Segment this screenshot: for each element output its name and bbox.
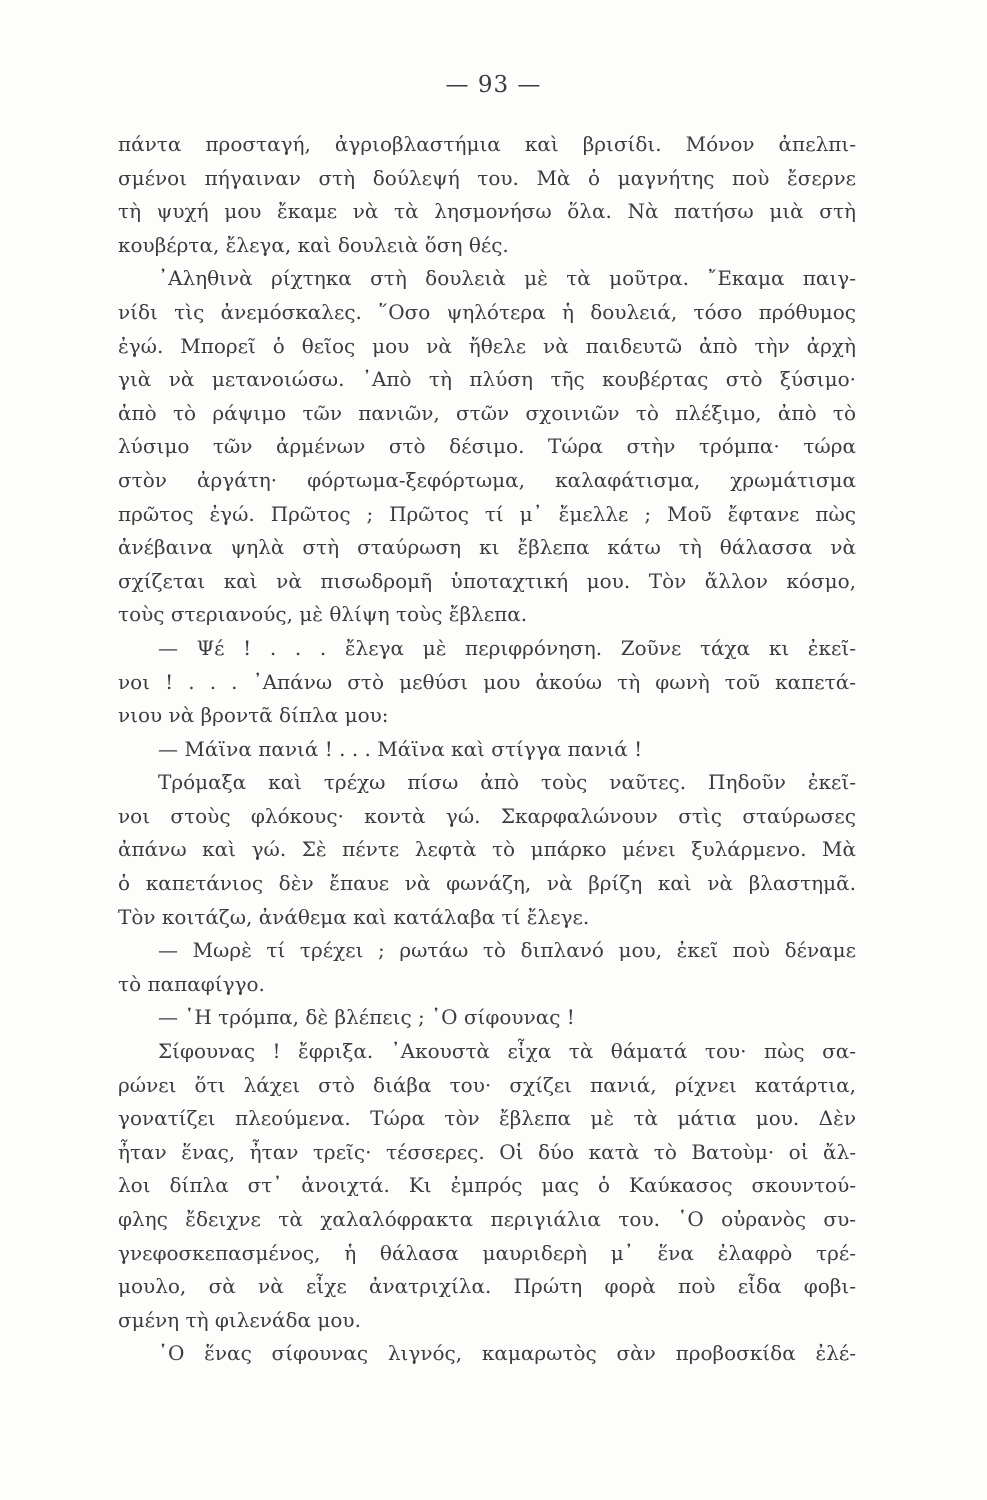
text-line: σμένη τὴ φιλενάδα μου.	[118, 1307, 361, 1332]
text-line: ἐγώ. Μπορεῖ ὁ θεῖος μου νὰ ἤθελε νὰ παιδευτῶ ἀπὸ τὴν ἀρχὴ	[118, 333, 856, 358]
text-line: λύσιμο τῶν ἀρμένων στὸ δέσιμο. Τώρα στὴν τρόμπα· τώρα	[118, 434, 856, 459]
text-line: — ῾Η τρόμπα, δὲ βλέπεις ; ῾Ο σίφουνας !	[158, 1005, 575, 1030]
text-line: πάντα προσταγή, ἀγριοβλαστήμια καὶ βρισίδι. Μόνον ἀπελπι-	[118, 132, 856, 156]
text-line: Σίφουνας ! ἔφριξα. ᾿Ακουστὰ εἶχα τὰ θάματά του· πὼς σα-	[158, 1039, 856, 1064]
page-number: — 93 —	[445, 72, 542, 98]
text-line: γονατίζει πλεούμενα. Τώρα τὸν ἔβλεπα μὲ τὰ μάτια μου. Δὲν	[118, 1106, 856, 1131]
text-line: στὸν ἀργάτη· φόρτωμα-ξεφόρτωμα, καλαφάτισμα, χρωμάτισμα	[118, 467, 856, 492]
text-line: τὸ παπαφίγγο.	[118, 971, 265, 996]
text-line: — Ψέ ! . . . ἔλεγα μὲ περιφρόνηση. Ζοῦνε τάχα κι ἐκεῖ-	[158, 635, 856, 660]
text-line: ῾Ο ἕνας σίφουνας λιγνός, καμαρωτὸς σὰν προβοσκίδα ἐλέ-	[158, 1341, 856, 1366]
text-line: ἦταν ἕνας, ἦταν τρεῖς· τέσσερες. Οἱ δύο κατὰ τὸ Βατοὺμ· οἱ ἄλ-	[118, 1139, 856, 1164]
text-line: ρώνει ὅτι λάχει στὸ διάβα του· σχίζει πανιά, ρίχνει κατάρτια,	[118, 1072, 856, 1097]
text-line: φλης ἔδειχνε τὰ χαλαλόφρακτα περιγιάλια του. ῾Ο οὐρανὸς συ-	[118, 1207, 856, 1231]
text-line: σχίζεται καὶ νὰ πισωδρομῆ ὑποταχτική μου. Τὸν ἄλλον κόσμο,	[118, 568, 856, 593]
text-line: κουβέρτα, ἔλεγα, καὶ δουλειὰ ὅση θές.	[118, 232, 509, 257]
text-line: ᾿Αληθινὰ ρίχτηκα στὴ δουλειὰ μὲ τὰ μοῦτρα. ῎Εκαμα παιγ-	[158, 266, 856, 291]
text-line: ἀνέβαινα ψηλὰ στὴ σταύρωση κι ἔβλεπα κάτω τὴ θάλασσα νὰ	[118, 535, 856, 560]
text-line: νιου νὰ βροντᾶ δίπλα μου:	[118, 703, 389, 728]
text-line: λοι δίπλα στ᾿ ἀνοιχτά. Κι ἐμπρός μας ὁ Καύκασος σκουντού-	[118, 1173, 856, 1198]
text-line: μουλο, σὰ νὰ εἶχε ἀνατριχίλα. Πρώτη φορὰ ποὺ εἶδα φοβι-	[118, 1274, 856, 1299]
text-line: ἀπάνω καὶ γώ. Σὲ πέντε λεφτὰ τὸ μπάρκο μένει ξυλάρμενο. Μὰ	[118, 837, 856, 862]
text-line: ὁ καπετάνιος δὲν ἔπαυε νὰ φωνάζη, νὰ βρίζη καὶ νὰ βλαστημᾶ.	[118, 871, 856, 896]
text-line: σμένοι πήγαιναν στὴ δούλεψή του. Μὰ ὁ μαγνήτης ποὺ ἔσερνε	[118, 165, 856, 190]
text-line: γνεφοσκεπασμένος, ἡ θάλασα μαυριδερὴ μ᾿ ἕνα ἐλαφρὸ τρέ-	[118, 1240, 856, 1265]
body-text	[118, 128, 856, 1371]
text-line: νοι ! . . . ᾿Απάνω στὸ μεθύσι μου ἀκούω τὴ φωνὴ τοῦ καπετά-	[118, 669, 856, 694]
text-line: νίδι τὶς ἀνεμόσκαλες. ῞Οσο ψηλότερα ἡ δουλειά, τόσο πρόθυμος	[118, 299, 856, 324]
text-line: πρῶτος ἐγώ. Πρῶτος ; Πρῶτος τί μ᾿ ἔμελλε ; Μοῦ ἔφτανε πὼς	[118, 501, 856, 526]
text-line: Τὸν κοιτάζω, ἀνάθεμα καὶ κατάλαβα τί ἔλεγε.	[118, 904, 590, 929]
text-line: τὴ ψυχή μου ἔκαμε νὰ τὰ λησμονήσω ὅλα. Νὰ πατήσω μιὰ στὴ	[118, 199, 856, 224]
text-line: ἀπὸ τὸ ράψιμο τῶν πανιῶν, στῶν σχοινιῶν τὸ πλέξιμο, ἀπὸ τὸ	[118, 400, 856, 425]
text-line: — Μάϊνα πανιά ! . . . Μάϊνα καὶ στίγγα πανιά !	[158, 736, 643, 761]
text-line: τοὺς στεριανούς, μὲ θλίψη τοὺς ἔβλεπα.	[118, 602, 528, 627]
text-line: γιὰ νὰ μετανοιώσω. ᾿Απὸ τὴ πλύση τῆς κουβέρτας στὸ ξύσιμο·	[118, 367, 856, 392]
text-line: Τρόμαξα καὶ τρέχω πίσω ἀπὸ τοὺς ναῦτες. Πηδοῦν ἐκεῖ-	[158, 770, 856, 795]
text-line: — Μωρὲ τί τρέχει ; ρωτάω τὸ διπλανό μου, ἐκεῖ ποὺ δέναμε	[158, 938, 856, 963]
text-line: νοι στοὺς φλόκους· κοντὰ γώ. Σκαρφαλώνουν στὶς σταύρωσες	[118, 803, 856, 828]
